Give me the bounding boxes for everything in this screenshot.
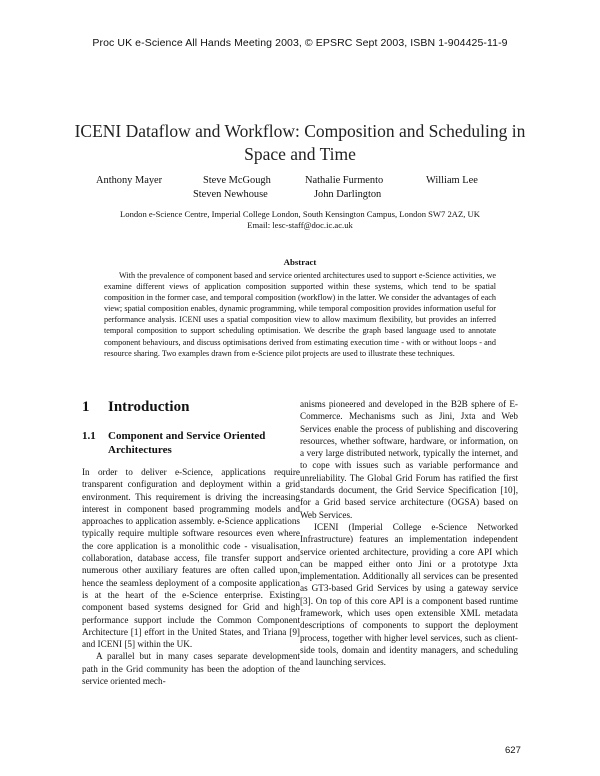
subsection-heading <box>82 429 300 457</box>
author-name: John Darlington <box>314 189 382 200</box>
body-paragraph: anisms pioneered and developed in the B2B sphere of E-Commerce. Mechanisms such as Jini, Jxta and Web Services enable the process of publishing and discovering resources, whether software, hardware, or information, on a very large distributed network, typically the internet, and to cope with issues such as variable performance and unreliability. The Global Grid Forum has ratified the first standards document, the Grid Service Specification [10], for a Grid based service architecture (OGSA) based on Web Services. <box>300 399 518 520</box>
section-title: Introduction <box>108 399 190 415</box>
page-number: 627 <box>505 745 521 756</box>
affiliation <box>60 209 540 231</box>
abstract-heading: Abstract <box>283 257 317 267</box>
author-name: Steven Newhouse <box>193 189 268 200</box>
abstract-text: With the prevalence of component based and service oriented architectures used to support e-Science activities, we examine different views of application composition supported within these systems, which tend to be spatial composition in the former case, and temporal composition (workflow) in the latter. We consider the advantages of each view; spatial composition enables, dynamic programming, while temporal composition provides information useful for performance analysis. ICENI uses a spatial composition view to allow maximum flexibility, but provides an inferred temporal composition to support scheduling optimisation. We describe the graph based language used to annotate component behaviours, and discuss optimisations derived from estimating execution time - with or without loops - and resource sharing. Two examples drawn from e-Science pilot projects are used to illustrate these techniques. <box>104 271 496 358</box>
proceedings-header: Proc UK e-Science All Hands Meeting 2003, © EPSRC Sept 2003, ISBN 1-904425-11-9 <box>92 37 508 49</box>
body-paragraph: In order to deliver e-Science, applications require transparent configuration and deployment within a grid environment. This requirement is driving the increasing interest in component based programming models and approaches to application assembly. e-Science applications typically require multiple software resources even where the core application is a monolithic code - visualisation, collaboration, database access, file transfer support and numerous other auxiliary features are often called upon, hence the seamless deployment of a composite application is at the heart of the e-Science enterprise. Existing component based systems designed for Grid and high performance support include the Common Component Architecture [1] effort in the United States, and Triana [9] and ICENI [5] within the UK. <box>82 467 300 650</box>
affiliation-address: London e-Science Centre, Imperial College London, South Kensington Campus, London SW7 2AZ, UK <box>120 209 480 219</box>
section-number: 1 <box>82 399 90 415</box>
subsection-title: Component and Service Oriented Architectures <box>108 430 266 456</box>
affiliation-email: Email: lesc-staff@doc.ic.ac.uk <box>247 220 353 230</box>
left-column <box>82 398 300 687</box>
paper-title: ICENI Dataflow and Workflow: Composition and Scheduling in Space and Time <box>74 121 526 164</box>
subsection-number: 1.1 <box>82 430 96 442</box>
body-paragraph: ICENI (Imperial College e-Science Networked Infrastructure) features an implementation independent service oriented architecture, providing a core API which can be mapped either onto Jini or a prototype Jxta implementation. Additionally all services can be presented as GT3-based Grid Services by using a gateway service [3]. On top of this core API is a component based runtime framework, which uses open extensible XML metadata descriptions of components to support the deployment process, together with higher level services, such as client-side tools, domain and identity managers, and scheduling and launching services. <box>300 521 518 668</box>
body-paragraph: A parallel but in many cases separate development path in the Grid community has been the adoption of the service oriented mech- <box>82 651 300 687</box>
section-heading <box>82 398 300 416</box>
author-name: William Lee <box>426 175 478 186</box>
author-name: Anthony Mayer <box>96 175 163 186</box>
author-name: Steve McGough <box>203 175 271 186</box>
author-name: Nathalie Furmento <box>305 175 384 186</box>
right-column <box>300 398 518 669</box>
